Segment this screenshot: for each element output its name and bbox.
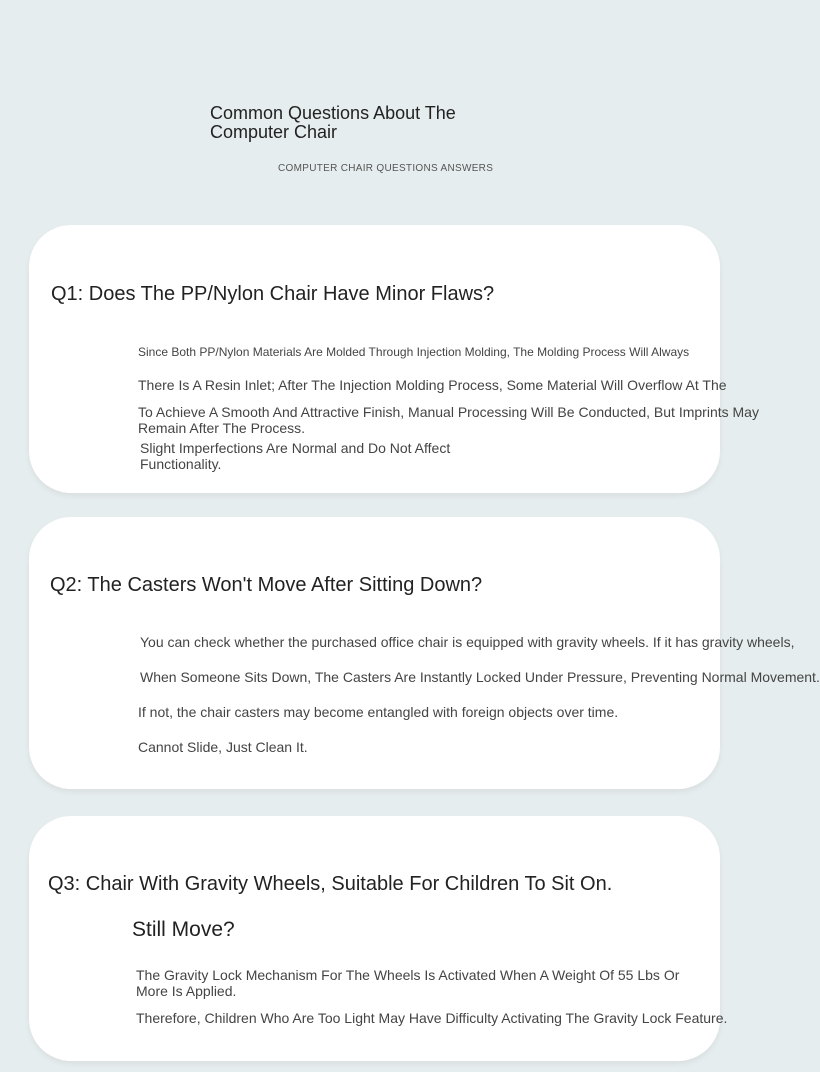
question-title: Q3: Chair With Gravity Wheels, Suitable For Children To Sit On. <box>48 873 613 895</box>
header-title: Common Questions About The Computer Chair <box>210 103 456 142</box>
answer-line: There Is A Resin Inlet; After The Injection Molding Process, Some Material Will Overflow At The <box>138 377 727 393</box>
faq-card-q3 <box>29 816 728 1061</box>
faq-card-q1 <box>29 225 759 493</box>
answer-line: Slight Imperfections Are Normal and Do Not Affect Functionality. <box>140 440 451 472</box>
header-subtitle: COMPUTER CHAIR QUESTIONS ANSWERS <box>278 163 494 174</box>
answer-line: Cannot Slide, Just Clean It. <box>138 739 308 755</box>
answer-line: You can check whether the purchased office chair is equipped with gravity wheels. If it has gravity wheels, <box>140 634 795 650</box>
answer-line: Therefore, Children Who Are Too Light May Have Difficulty Activating The Gravity Lock Feature. <box>136 1010 728 1026</box>
answer-line: Since Both PP/Nylon Materials Are Molded Through Injection Molding, The Molding Process Will Always <box>138 345 690 359</box>
answer-line: The Gravity Lock Mechanism For The Wheels Is Activated When A Weight Of 55 Lbs Or More Is Applied. <box>136 967 680 999</box>
faq-card-q2 <box>29 517 820 789</box>
question-title: Q2: The Casters Won't Move After Sitting Down? <box>50 574 483 596</box>
question-subtitle: Still Move? <box>132 918 235 941</box>
answer-line: If not, the chair casters may become entangled with foreign objects over time. <box>138 704 619 720</box>
answer-line: When Someone Sits Down, The Casters Are Instantly Locked Under Pressure, Preventing Normal Movement. <box>140 669 820 685</box>
question-title: Q1: Does The PP/Nylon Chair Have Minor Flaws? <box>51 283 495 305</box>
answer-line: To Achieve A Smooth And Attractive Finish, Manual Processing Will Be Conducted, But Imprints May Remain After The Process. <box>138 404 759 436</box>
